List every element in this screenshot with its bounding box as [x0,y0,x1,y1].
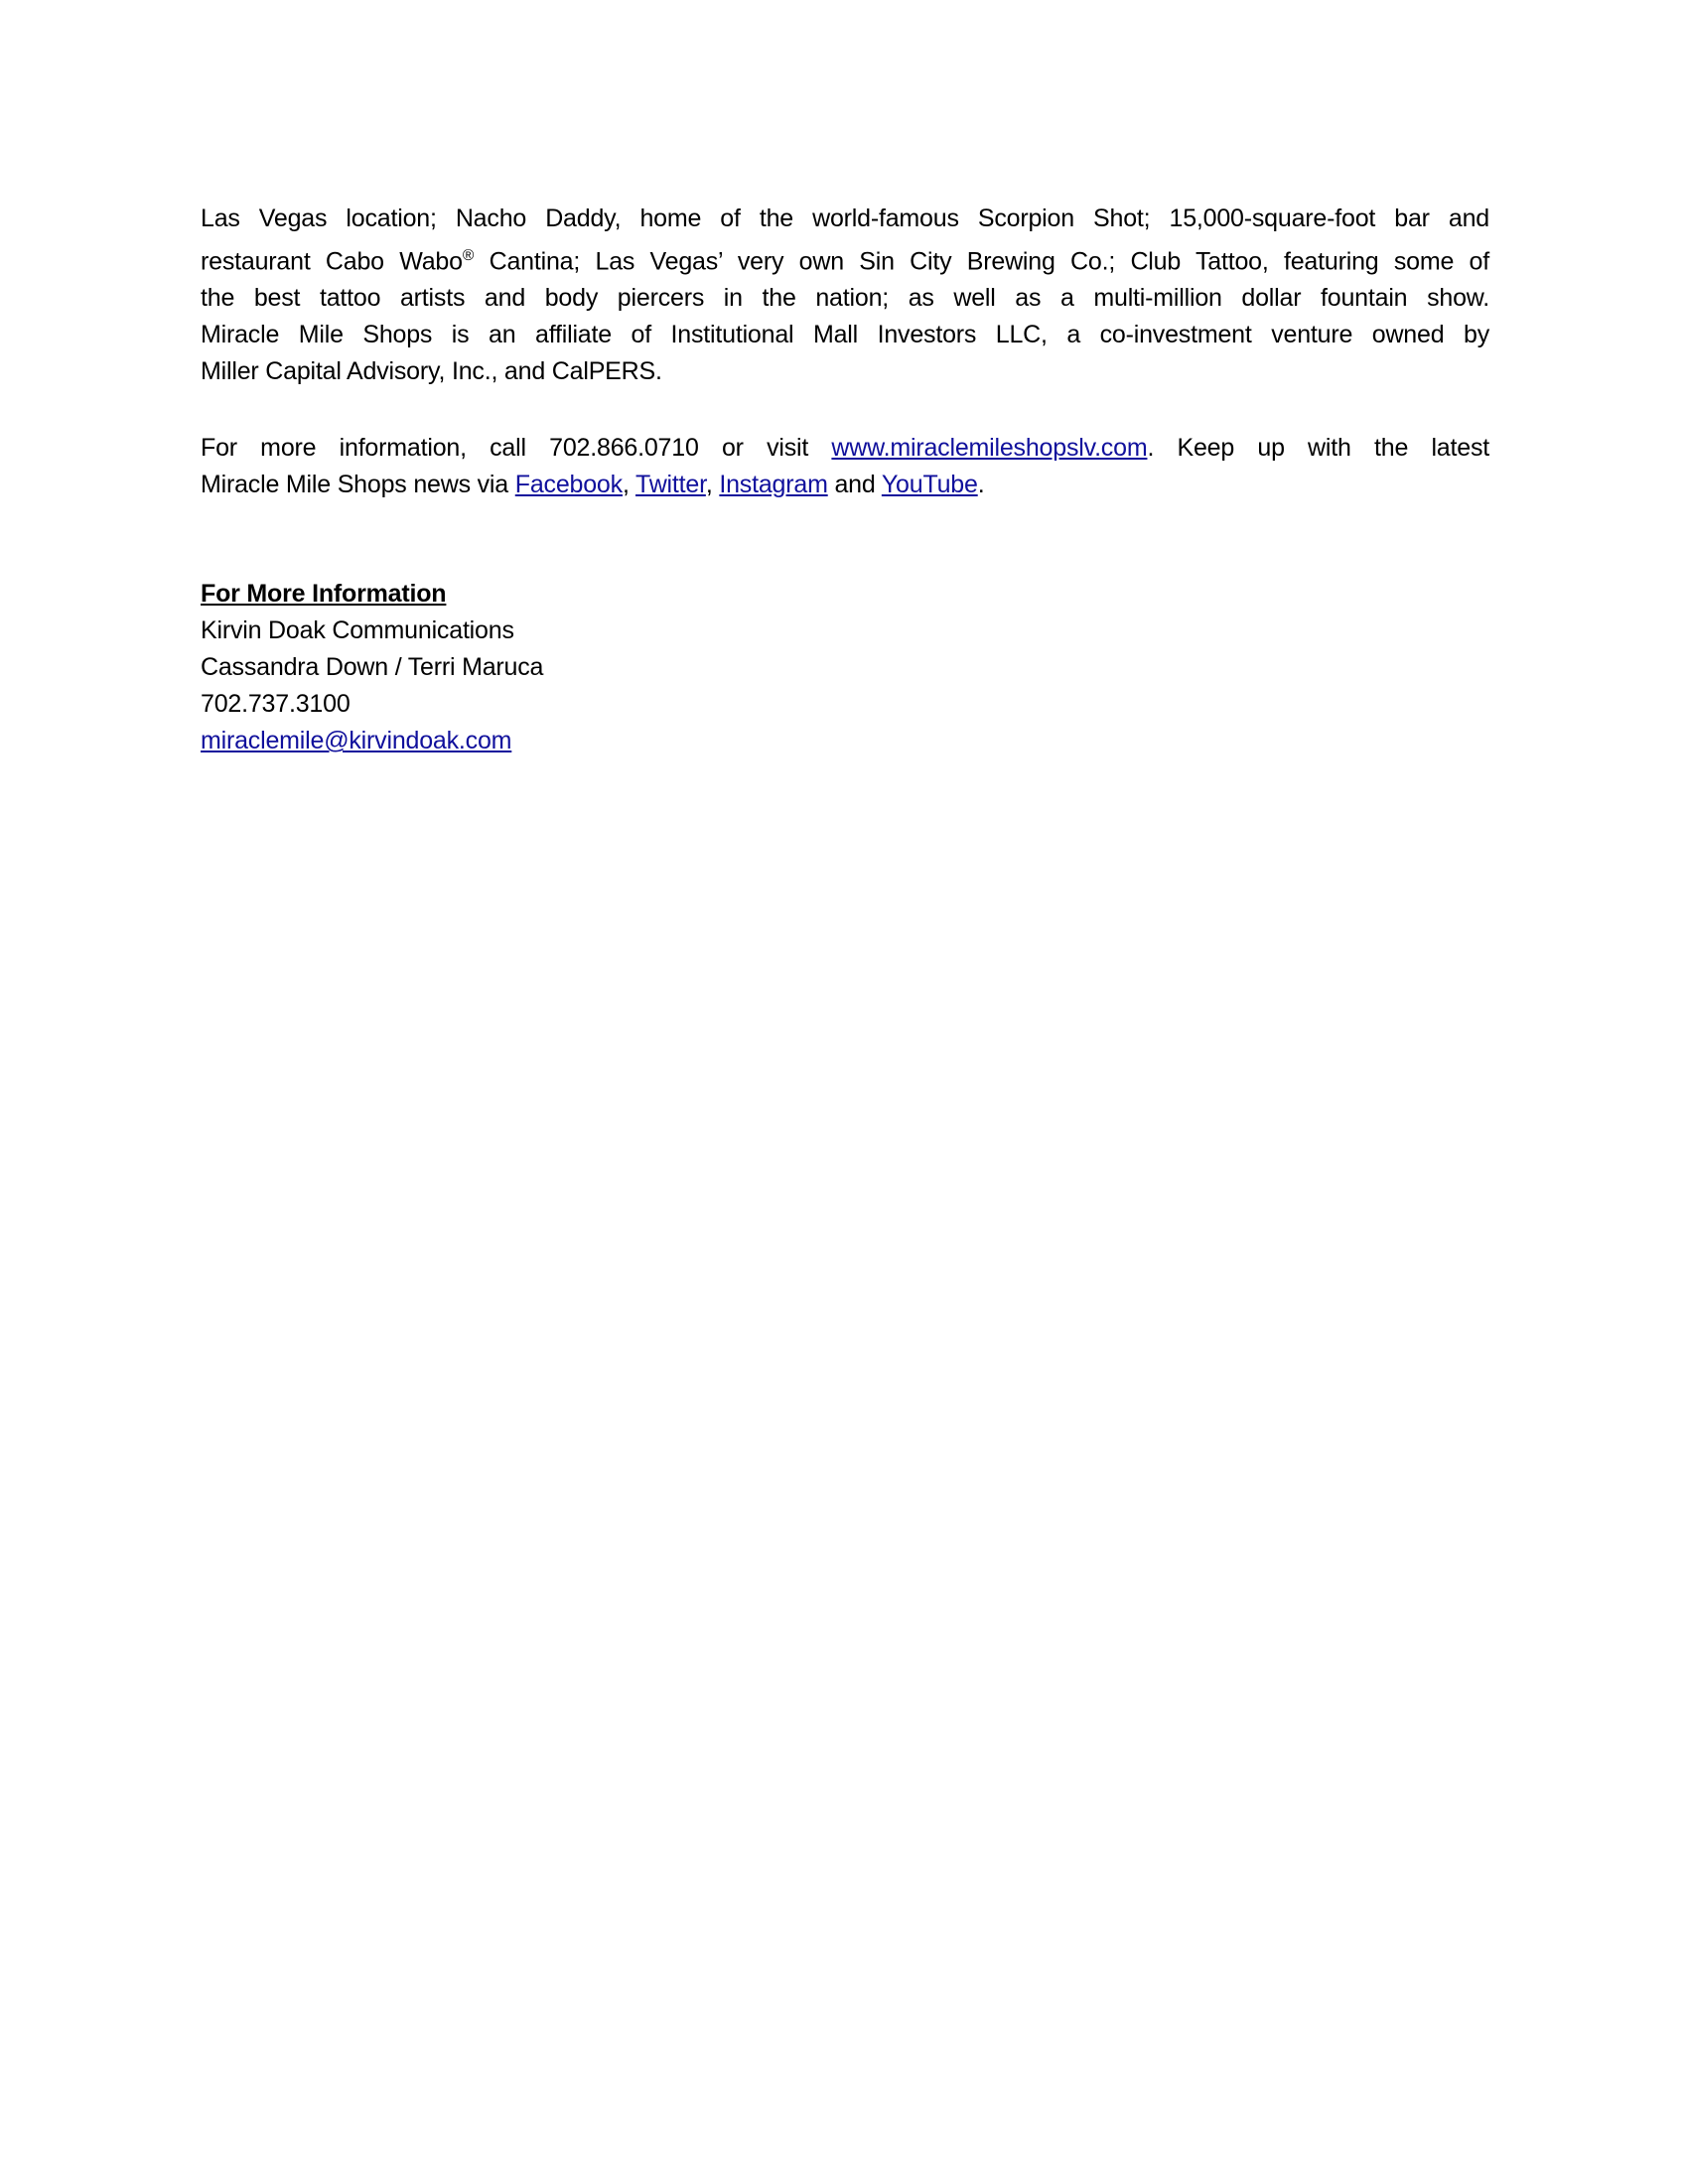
about-paragraph-line [201,201,1489,237]
text-run: For more information, call 702.866.0710 or visit [201,434,832,463]
more-info-paragraph-line [201,467,1489,503]
text-run: . [977,471,985,499]
twitter-link[interactable]: Twitter [635,471,706,499]
youtube-link[interactable]: YouTube [881,471,978,499]
contact-phone: 702.737.3100 [201,690,351,719]
about-paragraph-line [201,353,1489,390]
text-run: , [705,471,720,499]
text-run: , [622,471,635,499]
text-run: Miracle Mile Shops is an affiliate of Institutional Mall Investors LLC, a co-investment venture owned by [201,321,1489,349]
text-run: the best tattoo artists and body piercers in the nation; as well as a multi-million dollar fountain show. [201,284,1489,313]
text-run: Las Vegas location; Nacho Daddy, home of the world-famous Scorpion Shot; 15,000-square-foot bar and [201,205,1489,232]
contact-block-line [201,649,1489,686]
contact-email-link[interactable]: miraclemile@kirvindoak.com [201,727,512,755]
text-run: Cantina; Las Vegas’ very own Sin City Brewing Co.; Club Tattoo, featuring some of [474,247,1489,276]
about-paragraph-line [201,317,1489,353]
text-run: Miller Capital Advisory, Inc., and CalPERS. [201,357,662,386]
more-info-paragraph-line [201,430,1489,467]
facebook-link[interactable]: Facebook [514,471,623,499]
more-info-paragraph [201,430,1489,503]
contact-block-line [201,686,1489,723]
about-paragraph [201,201,1489,390]
contact-block-line [201,723,1489,759]
contact-heading: For More Information [201,580,447,609]
contact-names: Cassandra Down / Terri Maruca [201,653,544,682]
text-run: . Keep up with the latest [1147,434,1489,463]
about-paragraph-line [201,280,1489,317]
contact-company: Kirvin Doak Communications [201,616,514,645]
text-run: restaurant Cabo Wabo [201,247,463,276]
text-run: ® [462,247,475,264]
miraclemileshopslv-link[interactable]: www.miraclemileshopslv.com [831,434,1148,463]
text-run: and [827,471,882,499]
about-paragraph-line [201,237,1489,280]
instagram-link[interactable]: Instagram [719,471,828,499]
contact-block [201,576,1489,759]
contact-block-line [201,613,1489,649]
contact-block-line [201,576,1489,613]
text-run: Miracle Mile Shops news via [201,471,515,499]
document-body [201,201,1489,759]
